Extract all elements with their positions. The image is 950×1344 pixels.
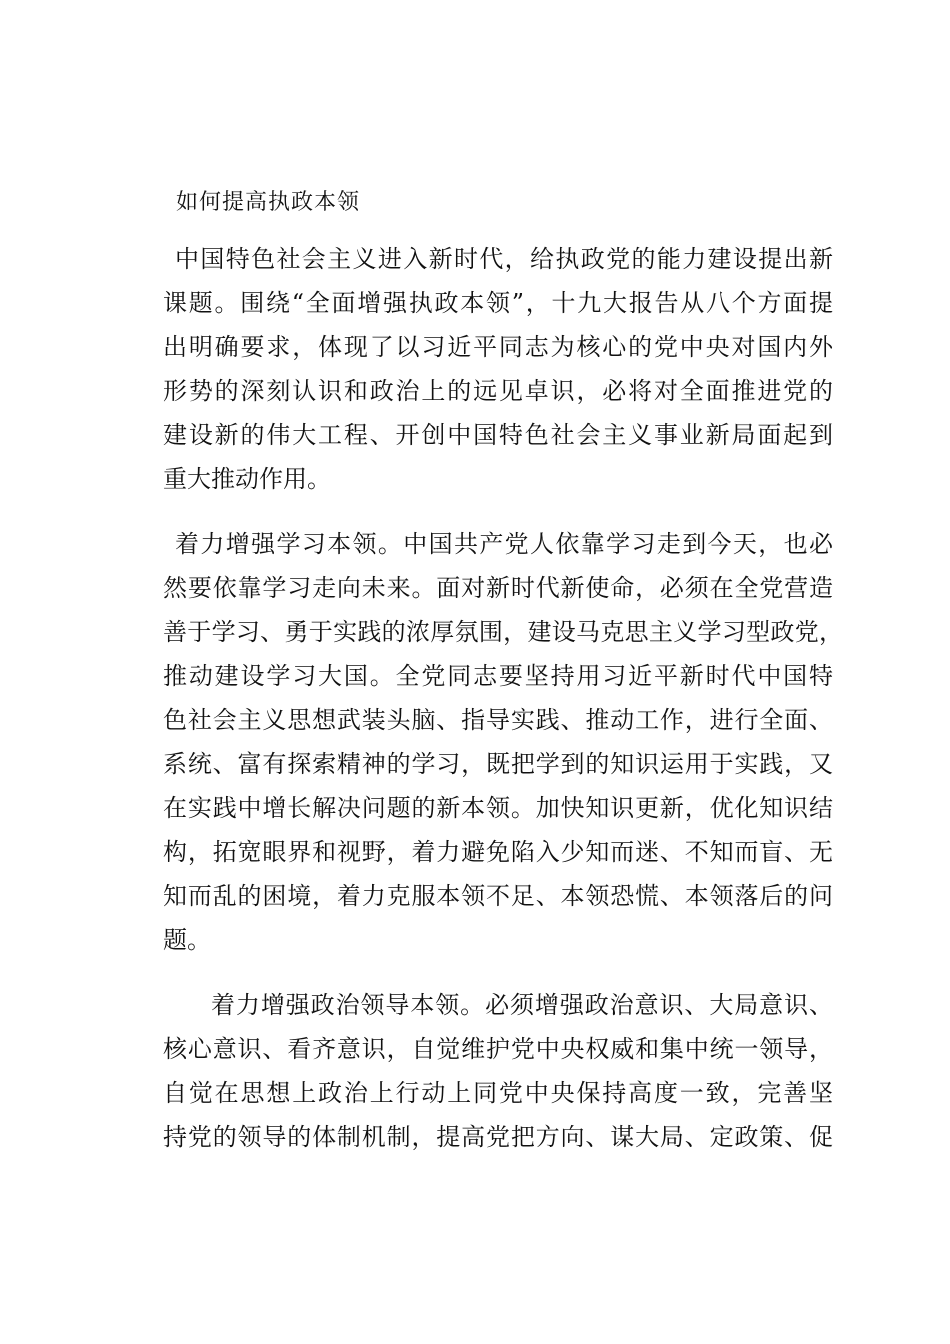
paragraph-2-line-10: 题。 <box>163 926 211 954</box>
paragraph-2-line-8: 构，拓宽眼界和视野，着力避免陷入少知而迷、不知而盲、无 <box>163 838 833 866</box>
paragraph-1-line-5: 建设新的伟大工程、开创中国特色社会主义事业新局面起到 <box>163 421 833 449</box>
paragraph-2-line-1: 着力增强学习本领。中国共产党人依靠学习走到今天，也必 <box>175 530 833 558</box>
paragraph-2-line-3: 善于学习、勇于实践的浓厚氛围，建设马克思主义学习型政党， <box>163 618 843 646</box>
document-title: 如何提高执政本领 <box>176 190 361 215</box>
paragraph-1-line-3: 出明确要求，体现了以习近平同志为核心的党中央对国内外 <box>163 333 833 361</box>
paragraph-1-line-4: 形势的深刻认识和政治上的远见卓识，必将对全面推进党的 <box>163 377 833 405</box>
paragraph-1-line-1: 中国特色社会主义进入新时代，给执政党的能力建设提出新 <box>175 245 833 273</box>
paragraph-1-line-6: 重大推动作用。 <box>163 465 331 493</box>
paragraph-1-line-2: 课题。围绕“全面增强执政本领”，十九大报告从八个方面提 <box>163 289 833 317</box>
paragraph-3-line-2: 核心意识、看齐意识，自觉维护党中央权威和集中统一领导， <box>163 1035 833 1063</box>
paragraph-3-line-1: 着力增强政治领导本领。必须增强政治意识、大局意识、 <box>211 991 833 1019</box>
paragraph-2-line-5: 色社会主义思想武装头脑、指导实践、推动工作，进行全面、 <box>163 706 833 734</box>
paragraph-2-line-6: 系统、富有探索精神的学习，既把学到的知识运用于实践，又 <box>163 750 833 778</box>
paragraph-3-line-3: 自觉在思想上政治上行动上同党中央保持高度一致，完善坚 <box>163 1079 833 1107</box>
paragraph-3-line-4: 持党的领导的体制机制，提高党把方向、谋大局、定政策、促 <box>163 1123 833 1151</box>
paragraph-2-line-2: 然要依靠学习走向未来。面对新时代新使命，必须在全党营造 <box>163 574 833 602</box>
paragraph-2-line-7: 在实践中增长解决问题的新本领。加快知识更新，优化知识结 <box>163 794 833 822</box>
paragraph-2-line-4: 推动建设学习大国。全党同志要坚持用习近平新时代中国特 <box>163 662 833 690</box>
paragraph-2-line-9: 知而乱的困境，着力克服本领不足、本领恐慌、本领落后的问 <box>163 882 833 910</box>
